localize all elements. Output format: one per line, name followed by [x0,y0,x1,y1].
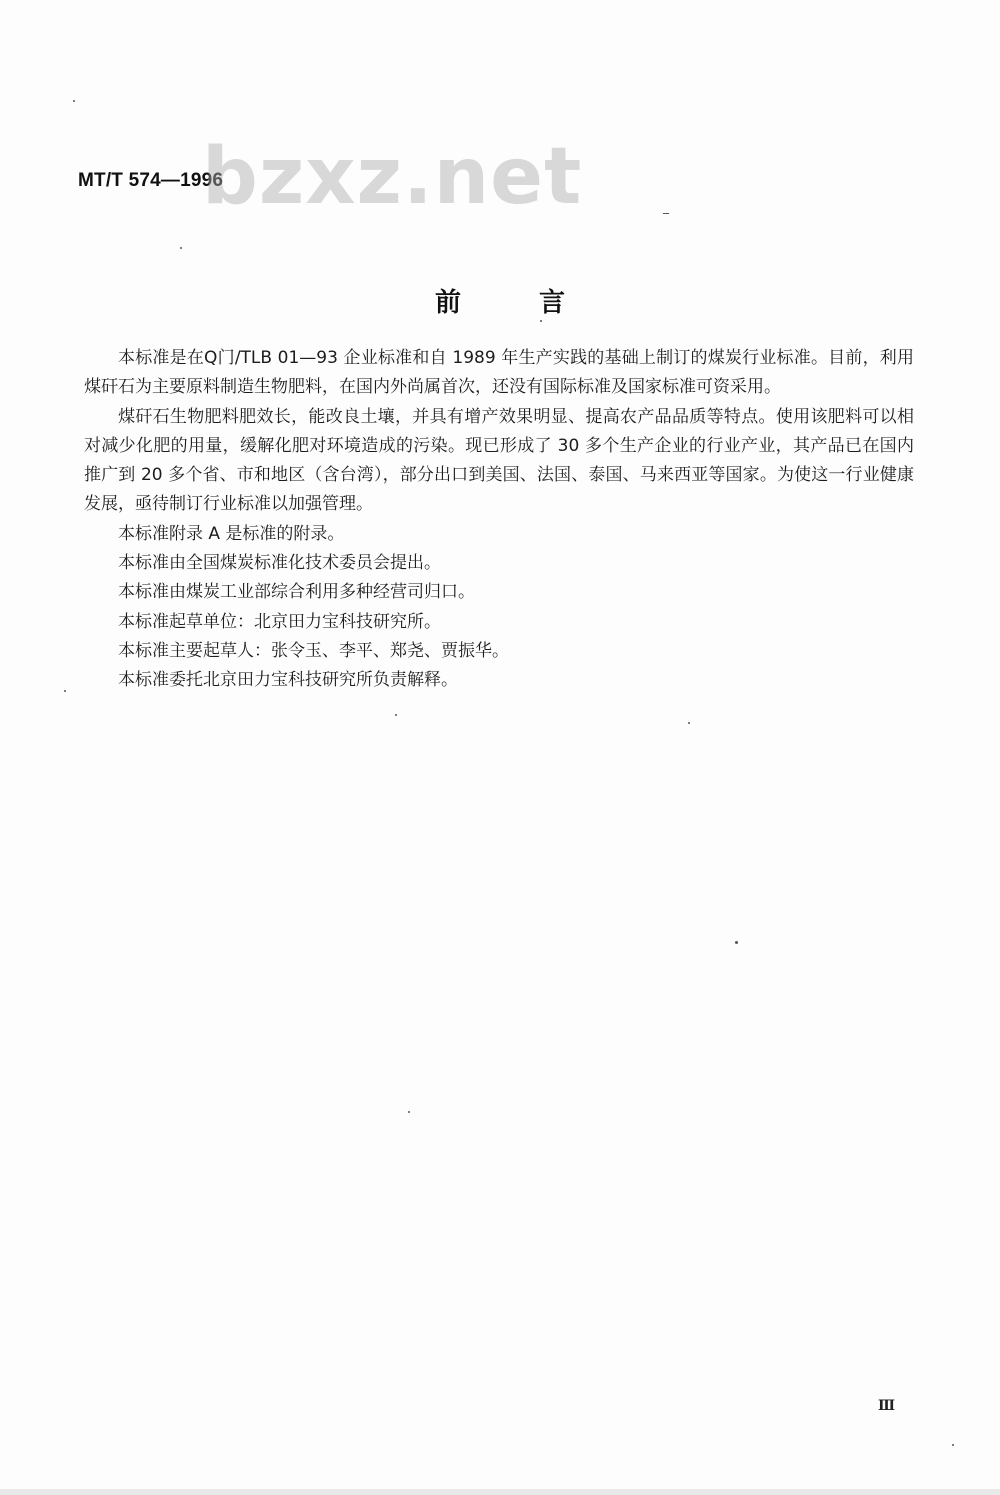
scan-speck [395,714,397,716]
scan-speck [180,247,182,249]
scan-speck [663,213,669,214]
page-title: 前言 [434,288,643,318]
paragraph-proposer: 本标准由全国煤炭标准化技术委员会提出。 [118,553,441,574]
scan-speck [540,320,542,322]
scan-speck [73,100,75,102]
paragraph-benefits: 煤矸石生物肥料肥效长，能改良土壤，并具有增产效果明显、提高农产品品质等特点。使用该肥料可以相对减少化肥的用量，缓解化肥对环境造成的污染。现已形成了 30 多个生产企业的行业产业，其产品已在国内推广到 20 多个省、市和地区（含台湾），部分出口到美国、法国、泰国、马来西亚等国家。为使这一行业健康发展，亟待制订行业标准以加强管理。 [84,406,914,515]
watermark-text: bzxz.net [202,132,583,222]
scan-speck [688,722,690,724]
page-number: Ⅲ [878,1398,896,1414]
paragraph-background: 本标准是在Q门/TLB 01—93 企业标准和自 1989 年生产实践的基础上制订的煤炭行业标准。目前，利用煤矸石为主要原料制造生物肥料，在国内外尚属首次，还没有国际标准及国家标准可资采用。 [84,348,914,398]
paragraph-interpretation: 本标准委托北京田力宝科技研究所负责解释。 [118,670,458,691]
scan-speck [408,1111,410,1113]
foreword-body [84,344,914,696]
paragraph-drafters: 本标准主要起草人：张令玉、李平、郑尧、贾振华。 [118,640,509,661]
scan-speck [735,941,738,944]
paragraph-appendix: 本标准附录 A 是标准的附录。 [118,523,345,544]
scan-bottom-edge [0,1489,1000,1495]
standard-code: MT/T 574—1996 [78,170,224,191]
paragraph-administrator: 本标准由煤炭工业部综合利用多种经营司归口。 [118,582,475,603]
scan-speck [952,1444,954,1446]
scan-speck [64,690,66,692]
paragraph-drafting-unit: 本标准起草单位：北京田力宝科技研究所。 [118,611,441,632]
